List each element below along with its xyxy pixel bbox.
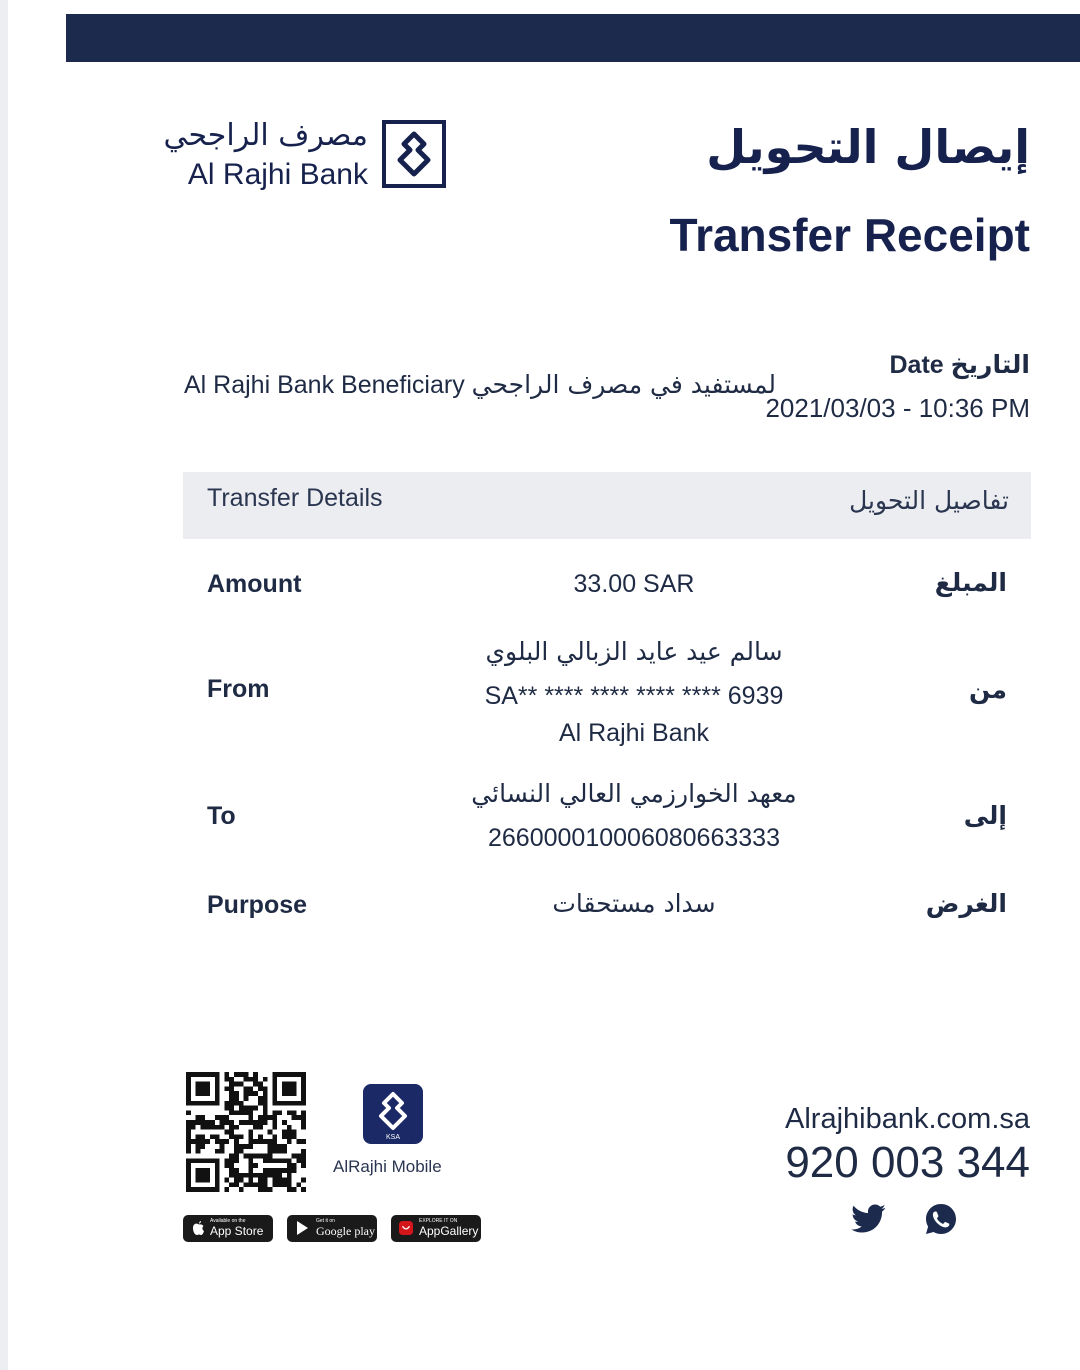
app-badge-text: KSA <box>385 1134 401 1141</box>
sender-bank: Al Rajhi Bank <box>558 719 710 747</box>
app-store-small-text: Available on the <box>210 1218 246 1224</box>
google-play-badge[interactable] <box>287 1215 377 1242</box>
recipient-name: معهد الخوارزمي العالي النسائي <box>471 779 797 808</box>
sender-name: سالم عيد عايد الزبالي البلوي <box>485 637 783 666</box>
purpose-value: سداد مستحقات <box>552 889 716 918</box>
recipient-account: 266000010006080663333 <box>488 824 780 852</box>
app-gallery-small-text: EXPLORE IT ON <box>419 1218 458 1224</box>
google-play-text: Google play <box>316 1224 375 1238</box>
huawei-icon <box>399 1220 413 1236</box>
sender-account: SA** **** **** **** **** 6939 <box>484 682 784 710</box>
date-label-arabic: التاريخ <box>950 350 1030 379</box>
bank-logo <box>163 118 450 194</box>
phone-number[interactable]: 920 003 344 <box>785 1138 1030 1187</box>
from-label-arabic: من <box>969 675 1007 704</box>
app-name: AlRajhi Mobile <box>333 1157 442 1176</box>
beneficiary-type-english: Al Rajhi Bank Beneficiary <box>184 371 465 399</box>
beneficiary-type-arabic: لمستفيد في مصرف الراجحي <box>471 370 777 399</box>
qr-code[interactable] <box>186 1072 306 1192</box>
al-rajhi-logo-icon <box>382 120 446 188</box>
beneficiary-type <box>184 370 776 400</box>
logo-name-arabic: مصرف الراجحي <box>163 118 368 153</box>
alrajhi-mobile-app-icon[interactable] <box>363 1084 423 1144</box>
from-label: From <box>207 675 270 703</box>
receipt-title-arabic: إيصال التحويل <box>706 120 1030 174</box>
date-value: 2021/03/03 - 10:36 PM <box>765 393 1030 423</box>
app-gallery-badge[interactable] <box>391 1215 481 1242</box>
section-title-arabic: تفاصيل التحويل <box>849 486 1009 515</box>
receipt-title-english: Transfer Receipt <box>669 209 1030 261</box>
to-label-arabic: إلى <box>963 801 1007 830</box>
app-gallery-text: AppGallery <box>419 1224 479 1238</box>
app-store-text: App Store <box>210 1224 264 1238</box>
google-play-small-text: Get it on <box>316 1218 335 1224</box>
whatsapp-icon[interactable] <box>924 1202 958 1236</box>
purpose-label-arabic: الغرض <box>925 889 1007 918</box>
play-icon <box>295 1220 309 1236</box>
purpose-label: Purpose <box>207 891 308 919</box>
app-store-badge[interactable] <box>183 1215 273 1242</box>
section-title-english: Transfer Details <box>207 484 383 512</box>
amount-label: Amount <box>207 570 302 598</box>
top-banner <box>66 14 1080 62</box>
logo-name-english: Al Rajhi Bank <box>187 158 368 191</box>
twitter-icon[interactable] <box>851 1203 887 1235</box>
to-label: To <box>207 802 236 830</box>
date-label-english: Date <box>889 351 944 379</box>
transfer-details-header <box>183 472 1031 539</box>
page-edge <box>0 0 8 1370</box>
website-link[interactable]: Alrajhibank.com.sa <box>785 1103 1030 1135</box>
app-logo-icon <box>363 1084 423 1144</box>
amount-label-arabic: المبلغ <box>934 568 1007 597</box>
date-label <box>890 350 1031 380</box>
amount-value: 33.00 SAR <box>573 570 695 598</box>
apple-icon <box>191 1220 205 1236</box>
